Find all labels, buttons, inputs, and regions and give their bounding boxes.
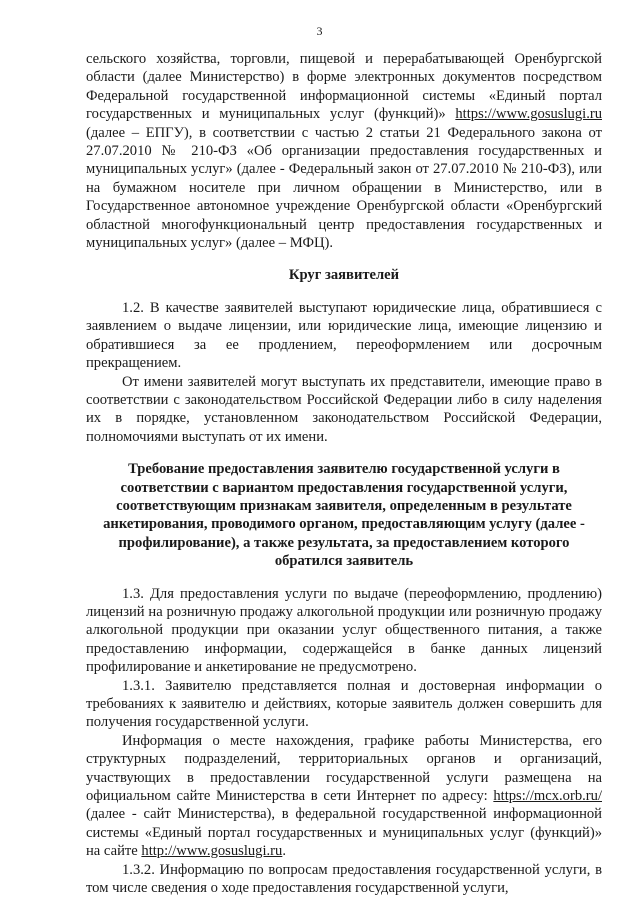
requirement-paragraph-2: 1.3.1. Заявителю представляется полная и достоверная информации о требованиях к заявителю и действиях, которые заявитель должен совершить для получения государственной услуги.	[86, 677, 602, 731]
requirement-p3-part1: Информация о месте нахождения, графике работы Министерства, его структурных подразделений, территориальных органов и организаций, участвующих в предоставлении государственной услуги размещена на официальном сайте Министерства в сети Интернет по адресу:	[86, 732, 602, 805]
page-number: 3	[316, 24, 323, 38]
requirement-heading: Требование предоставления заявителю государственной услуги в соответствии с вариантом предоставления государственной услуги, соответствующим признакам заявителя, определенным в результате анкетирования, проводимого органом, предоставляющим услугу (далее - профилирование), а также результата, за предоставлением которого обратился заявитель	[103, 461, 585, 570]
applicants-paragraph-1: 1.2. В качестве заявителей выступают юридические лица, обратившиеся с заявлением о выдаче лицензии, или юридические лица, имеющие лицензию и обратившиеся за ее продлением, переоформлением или досрочным прекращением.	[86, 299, 602, 372]
requirement-p3-part2: (далее - сайт Министерства), в федеральной государственной информационной системы «Единый портал государственных и муниципальных услуг (функций)» на сайте	[86, 806, 602, 860]
requirement-paragraph-1: 1.3. Для предоставления услуги по выдаче (переоформлению, продлению) лицензий на розничную продажу алкогольной продукции или розничную продажу алкогольной продукции при оказании услуг общественного питания, а также предоставлению информации, содержащейся в банке данных лицензий профилирование и анкетирование не предусмотрено.	[86, 585, 602, 676]
intro-text-part2: (далее – ЕПГУ), в соответствии с частью 2 статьи 21 Федерального закона от 27.07.2010 № 210-ФЗ «Об организации предоставления государственных и муниципальных услуг» (далее - Федеральный закон от 27.07.2010 № 210-ФЗ), или на бумажном носителе при личном обращении в Министерство, или в Государственное автономное учреждение Оренбургской области «Оренбургский областной многофункциональный центр предоставления государственных и муниципальных услуг» (далее – МФЦ).	[86, 124, 602, 252]
gosuslugi-link[interactable]: https://www.gosuslugi.ru	[455, 106, 602, 123]
intro-paragraph	[86, 50, 602, 252]
intro-text-part1: сельского хозяйства, торговли, пищевой и перерабатывающей Оренбургской области (далее Министерство) в форме электронных документов посредством Федеральной государственной информационной системы «Единый портал государственных и муниципальных услуг (функций)»	[86, 51, 602, 123]
requirement-paragraph-4: 1.3.2. Информацию по вопросам предоставления государственной услуги, в том числе сведения о ходе предоставления государственной услуги,	[86, 861, 602, 897]
requirement-paragraph-3	[86, 732, 602, 861]
gosuslugi-http-link[interactable]: http://www.gosuslugi.ru	[141, 843, 283, 860]
document-body	[86, 50, 602, 897]
applicants-paragraph-2: От имени заявителей могут выступать их представители, имеющие право в соответствии с законодательством Российской Федерации либо в силу наделения их в порядке, установленном законодательством Российской Федерации, полномочиями выступать от их имени.	[86, 373, 602, 445]
ministry-site-link[interactable]: https://mcx.orb.ru/	[493, 788, 602, 805]
requirement-p3-part3: .	[282, 843, 286, 860]
applicants-heading: Круг заявителей	[288, 267, 400, 284]
